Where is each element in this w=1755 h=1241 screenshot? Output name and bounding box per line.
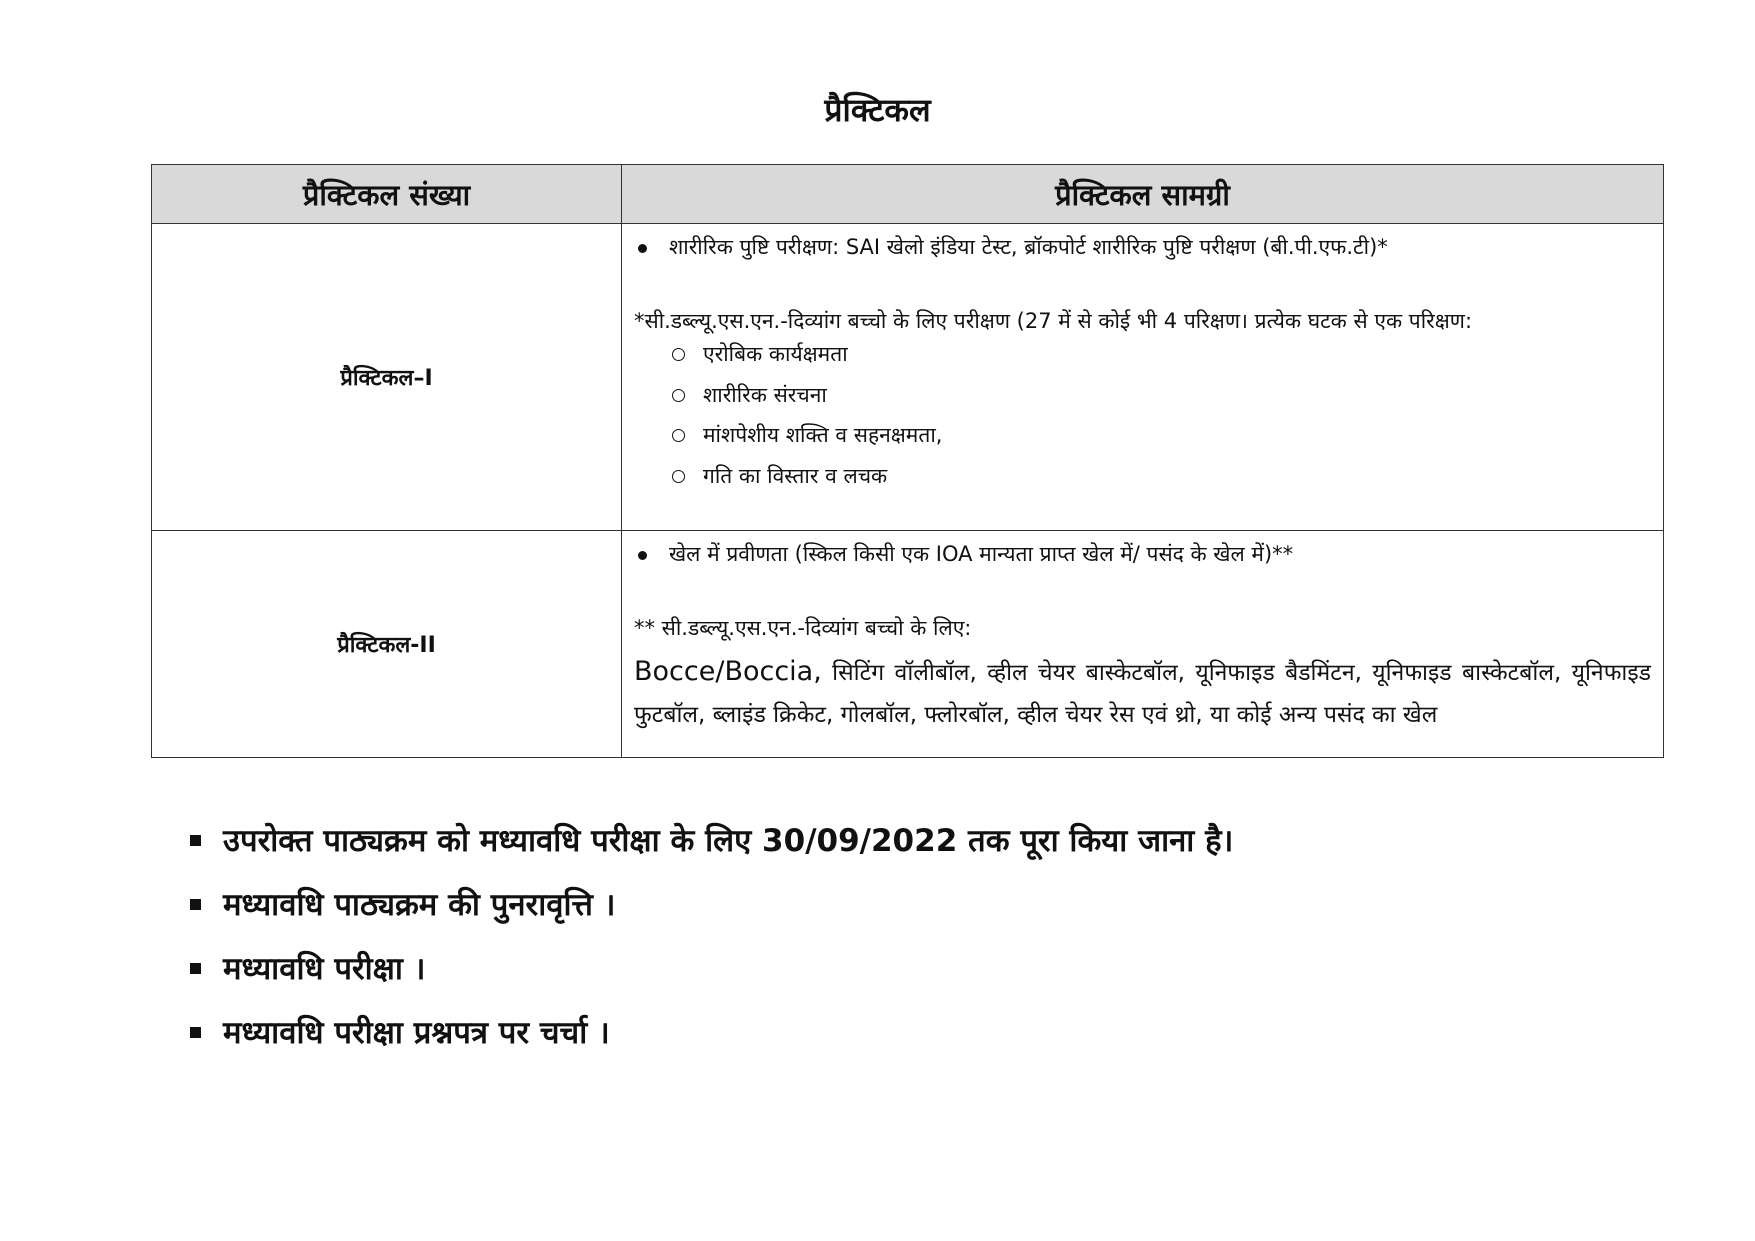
summary-list (190, 808, 1233, 1064)
list-item (190, 872, 1233, 936)
sports-lead-text: Bocce/Boccia, (634, 656, 822, 687)
summary-text: मध्यावधि परीक्षा प्रश्नपत्र पर चर्चा । (223, 1015, 610, 1051)
list-item (190, 808, 1233, 872)
sports-rest-text: सिटिंग वॉलीबॉल, व्हील चेयर बास्केटबॉल, यूनिफाइड बैडमिंटन, यूनिफाइड बास्केटबॉल, यूनिफाइड फुटबॉल, ब्लाइंड क्रिकेट, गोलबॉल, फ्लोरबॉल, व्हील चेयर रेस एवं थ्रो, या कोई अन्य पसंद का खेल (634, 660, 1651, 729)
practical-number-cell: प्रैक्टिकल-II (152, 531, 622, 758)
list-item-text: शारीरिक संरचना (703, 382, 827, 407)
list-item (190, 936, 1233, 1000)
circle-bullet-icon (672, 389, 685, 402)
column-header-practical-content: प्रैक्टिकल सामग्री (622, 165, 1664, 224)
square-bullet-icon (190, 1027, 201, 1038)
summary-text: मध्यावधि पाठ्यक्रम की पुनरावृत्ति । (223, 887, 616, 923)
bullet-item (634, 232, 1651, 264)
table-row (152, 224, 1664, 531)
practical-content-cell (622, 224, 1664, 531)
bullet-text: खेल में प्रवीणता (स्किल किसी एक IOA मान्यता प्राप्त खेल में/ पसंद के खेल में)** (669, 542, 1294, 566)
column-header-practical-number: प्रैक्टिकल संख्या (152, 165, 622, 224)
circle-bullet-icon (672, 429, 685, 442)
list-item (672, 380, 1651, 412)
list-item (190, 1000, 1233, 1064)
list-item (672, 420, 1651, 452)
square-bullet-icon (190, 963, 201, 974)
list-item (672, 461, 1651, 493)
summary-text: उपरोक्त पाठ्यक्रम को मध्यावधि परीक्षा के लिए 30/09/2022 तक पूरा किया जाना है। (223, 823, 1234, 859)
bullet-item (634, 539, 1651, 571)
sports-list-text (634, 648, 1651, 736)
practical-content-cell (622, 531, 1664, 758)
table-row (152, 531, 1664, 758)
table-header-row (152, 165, 1664, 224)
practicals-table (151, 164, 1664, 758)
list-item-text: मांशपेशीय शक्ति व सहनक्षमता, (703, 423, 943, 447)
page-title: प्रैक्टिकल (824, 91, 931, 129)
square-bullet-icon (190, 899, 201, 910)
list-item-text: एरोबिक कार्यक्षमता (703, 342, 848, 366)
note-text: *सी.डब्ल्यू.एस.एन.-दिव्यांग बच्चो के लिए परीक्षण (27 में से कोई भी 4 परिक्षण। प्रत्येक घटक से एक परिक्षण: (634, 308, 1473, 333)
summary-text: मध्यावधि परीक्षा । (223, 951, 426, 987)
circle-bullet-icon (672, 348, 685, 361)
bullet-dot-icon (638, 551, 647, 560)
sub-item-list (634, 339, 1651, 492)
bullet-text: शारीरिक पुष्टि परीक्षण: SAI खेलो इंडिया टेस्ट, ब्रॉकपोर्ट शारीरिक पुष्टि परीक्षण (बी.पी.एफ.टी)* (669, 235, 1388, 259)
square-bullet-icon (190, 835, 201, 846)
bullet-dot-icon (638, 244, 647, 253)
list-item (672, 339, 1651, 371)
circle-bullet-icon (672, 470, 685, 483)
practical-number-cell: प्रैक्टिकल–I (152, 224, 622, 531)
list-item-text: गति का विस्तार व लचक (703, 463, 888, 488)
note-text: ** सी.डब्ल्यू.एस.एन.-दिव्यांग बच्चो के लिए: (634, 615, 972, 640)
